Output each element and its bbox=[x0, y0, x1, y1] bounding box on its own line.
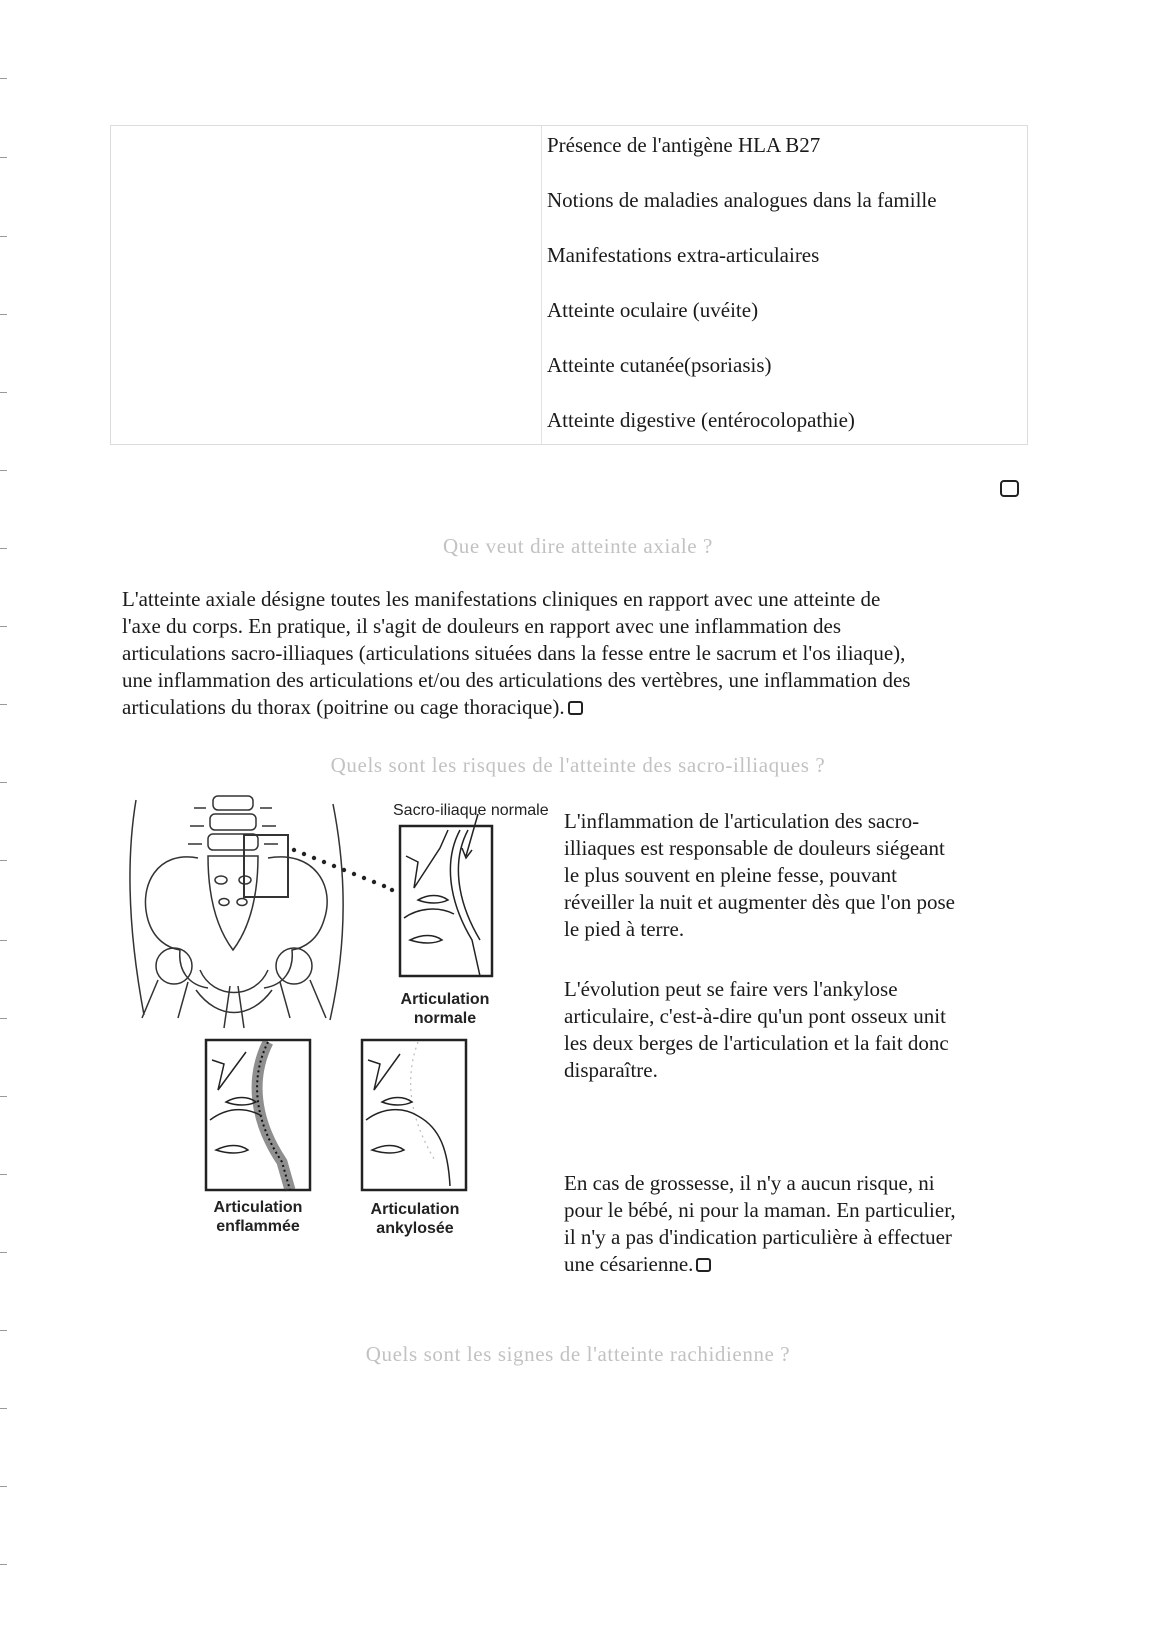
paragraph-line-text: articulations du thorax (poitrine ou cage thoracique). bbox=[122, 695, 565, 719]
paragraph-line: disparaître. bbox=[564, 1058, 658, 1082]
criteria-row: Notions de maladies analogues dans la famille bbox=[547, 188, 937, 212]
paragraph-line: articulaire, c'est-à-dire qu'un pont osseux unit bbox=[564, 1004, 946, 1028]
label-inflamed-line: Articulation bbox=[213, 1199, 303, 1216]
paragraph-sacro-2 bbox=[564, 976, 949, 1084]
criteria-row: Présence de l'antigène HLA B27 bbox=[547, 133, 821, 157]
paragraph-line bbox=[564, 1251, 956, 1278]
femoral-head bbox=[156, 948, 192, 984]
paragraph-line: illiaques est responsable de douleurs siégeant bbox=[564, 836, 945, 860]
heading-spine: Quels sont les signes de l'atteinte rachidienne ? bbox=[365, 1342, 791, 1366]
table-divider bbox=[541, 126, 542, 444]
paragraph-line: En cas de grossesse, il n'y a aucun risque, ni bbox=[564, 1171, 935, 1195]
paragraph-sacro-1 bbox=[564, 808, 955, 943]
paragraph-line: réveiller la nuit et augmenter dès que l'on pose bbox=[564, 890, 955, 914]
femoral-head bbox=[276, 948, 312, 984]
criteria-row: Atteinte cutanée(psoriasis) bbox=[547, 353, 772, 377]
paragraph-line: il n'y a pas d'indication particulière à effectuer bbox=[564, 1225, 952, 1249]
label-ankylosed-line: ankylosée bbox=[376, 1220, 454, 1237]
margin-scan-ticks bbox=[0, 0, 10, 1648]
pubic-arch bbox=[196, 990, 272, 1013]
sacral-foramen bbox=[219, 899, 229, 906]
paragraph-line: une inflammation des articulations et/ou des articulations des vertèbres, une inflammation des bbox=[122, 668, 911, 692]
label-normal-line: normale bbox=[413, 1010, 477, 1027]
panel-ankylosed bbox=[362, 1040, 466, 1190]
criteria-table bbox=[110, 125, 1028, 445]
pelvis-illustration bbox=[118, 790, 558, 1290]
body-outline bbox=[130, 800, 144, 1015]
label-inflamed bbox=[190, 1198, 326, 1236]
paragraph-line: l'axe du corps. En pratique, il s'agit de douleurs en rapport avec une inflammation des bbox=[122, 614, 842, 638]
figure-caption-top: Sacro-iliaque normale bbox=[393, 802, 549, 819]
pubic-arch bbox=[200, 970, 268, 993]
sacrum bbox=[208, 856, 258, 950]
paragraph-line: articulations sacro-illiaques (articulations situées dans la fesse entre le sacrum et l'os iliaque), bbox=[122, 641, 906, 665]
sacroiliac-figure bbox=[118, 790, 558, 1290]
footnote-box-icon bbox=[696, 1258, 711, 1272]
iliac-wing-left bbox=[145, 857, 208, 988]
vertebra bbox=[213, 796, 253, 810]
criteria-row: Atteinte digestive (entérocolopathie) bbox=[547, 408, 855, 432]
paragraph-line: L'atteinte axiale désigne toutes les manifestations cliniques en rapport avec une atteinte de bbox=[122, 587, 881, 611]
footnote-box-icon bbox=[568, 701, 583, 715]
paragraph-line: le plus souvent en pleine fesse, pouvant bbox=[564, 863, 898, 887]
vertebra bbox=[210, 814, 256, 830]
paragraph-line bbox=[122, 694, 910, 721]
criteria-row: Atteinte oculaire (uvéite) bbox=[547, 298, 759, 322]
label-ankylosed-line: Articulation bbox=[370, 1201, 460, 1218]
panel-normal bbox=[400, 814, 492, 976]
paragraph-line: L'inflammation de l'articulation des sacro- bbox=[564, 809, 920, 833]
heading-sacro: Quels sont les risques de l'atteinte des sacro-illiaques ? bbox=[330, 753, 826, 777]
panel-inflamed bbox=[206, 1040, 310, 1190]
paragraph-line: pour le bébé, ni pour la maman. En particulier, bbox=[564, 1198, 956, 1222]
paragraph-line: L'évolution peut se faire vers l'ankylose bbox=[564, 977, 898, 1001]
vertebra bbox=[208, 834, 258, 850]
paragraph-sacro-3 bbox=[564, 1170, 956, 1278]
paragraph-line: le pied à terre. bbox=[564, 917, 685, 941]
paragraph-line-text: une césarienne. bbox=[564, 1252, 694, 1276]
label-normal bbox=[380, 990, 510, 1028]
label-normal-line: Articulation bbox=[400, 991, 490, 1008]
sacral-foramen bbox=[215, 876, 227, 884]
criteria-row: Manifestations extra-articulaires bbox=[547, 243, 820, 267]
label-ankylosed bbox=[348, 1200, 482, 1238]
footnote-box-icon bbox=[1000, 480, 1019, 497]
sacral-foramen bbox=[237, 899, 247, 906]
label-inflamed-line: enflammée bbox=[216, 1218, 300, 1235]
paragraph-line: les deux berges de l'articulation et la fait donc bbox=[564, 1031, 949, 1055]
heading-axial: Que veut dire atteinte axiale ? bbox=[443, 534, 713, 558]
iliac-wing-right bbox=[264, 857, 327, 988]
body-outline bbox=[330, 804, 343, 1020]
paragraph-axial bbox=[122, 586, 910, 721]
